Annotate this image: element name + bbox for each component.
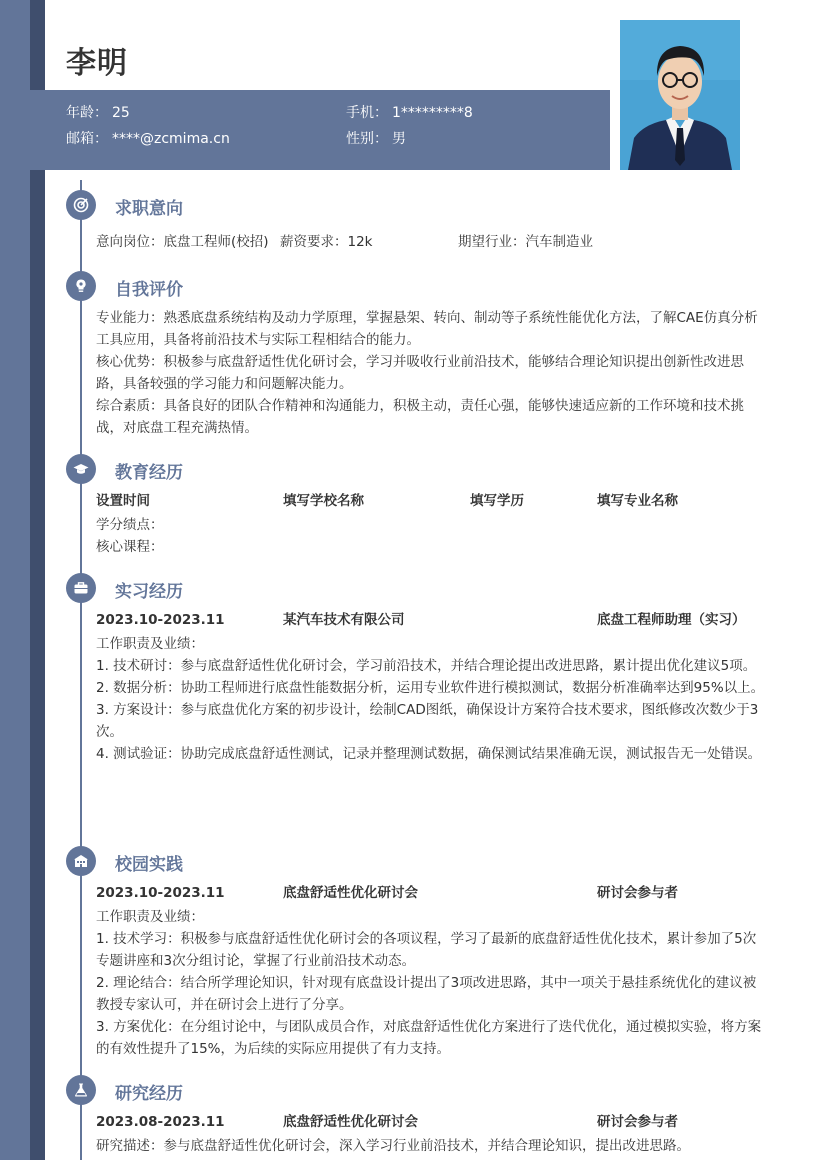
section-title: 研究经历 (115, 1084, 183, 1104)
age-field (66, 102, 130, 122)
intern-duty-label: 工作职责及业绩： (96, 636, 204, 652)
phone-field (346, 102, 473, 122)
intern-item: 2. 数据分析：协助工程师进行底盘性能数据分析，运用专业软件进行模拟测试，数据分析准确率达到95%以上。 (96, 680, 765, 696)
briefcase-icon (66, 573, 96, 603)
intern-period: 2023.10-2023.11 (96, 612, 225, 628)
email-label: 邮箱： (66, 131, 108, 147)
edu-major: 填写专业名称 (597, 493, 678, 509)
graduation-cap-icon (66, 454, 96, 484)
campus-period: 2023.10-2023.11 (96, 885, 225, 901)
campus-item: 2. 理论结合：结合所学理论知识，针对现有底盘设计提出了3项改进思路，其中一项关于悬挂系统优化的建议被教授专家认可，并在研讨会上进行了分享。 (96, 975, 757, 1013)
research-role: 研讨会参与者 (597, 1114, 678, 1130)
phone-value: 1*********8 (392, 105, 473, 121)
intent-position: 意向岗位：底盘工程师(校招) (96, 234, 269, 250)
section-title: 自我评价 (115, 280, 183, 300)
section-title: 教育经历 (115, 463, 183, 483)
self-eval-paragraph: 专业能力：熟悉底盘系统结构及动力学原理，掌握悬架、转向、制动等子系统性能优化方法，了解CAE仿真分析工具应用，具备将前沿技术与实际工程相结合的能力。 (96, 310, 758, 348)
intent-industry: 期望行业：汽车制造业 (458, 234, 593, 250)
section-title: 求职意向 (115, 199, 183, 219)
timeline-line (80, 180, 82, 1160)
phone-label: 手机： (346, 105, 388, 121)
flask-icon (66, 1075, 96, 1105)
job-intent-row (96, 231, 766, 253)
section-title: 校园实践 (115, 855, 183, 875)
research-row (96, 1111, 766, 1133)
target-icon (66, 190, 96, 220)
left-accent-band-inner (30, 0, 45, 1160)
campus-role: 研讨会参与者 (597, 885, 678, 901)
intern-item: 3. 方案设计：参与底盘优化方案的初步设计，绘制CAD图纸，确保设计方案符合技术要求，图纸修改次数少于3次。 (96, 702, 759, 740)
self-eval-paragraph: 综合素质：具备良好的团队合作精神和沟通能力，积极主动，责任心强，能够快速适应新的工作环境和技术挑战，对底盘工程充满热情。 (96, 398, 744, 436)
edu-time: 设置时间 (96, 493, 150, 509)
research-details (96, 1135, 766, 1157)
age-label: 年龄： (66, 105, 108, 121)
campus-org: 底盘舒适性优化研讨会 (283, 885, 418, 901)
lightbulb-icon (66, 271, 96, 301)
intern-role: 底盘工程师助理（实习） (597, 612, 746, 628)
campus-details (96, 906, 766, 1060)
campus-item: 1. 技术学习：积极参与底盘舒适性优化研讨会的各项议程，学习了最新的底盘舒适性优化技术，累计参加了5次专题讲座和3次分组讨论，掌握了行业前沿技术动态。 (96, 931, 757, 969)
research-org: 底盘舒适性优化研讨会 (283, 1114, 418, 1130)
edu-degree: 填写学历 (470, 493, 524, 509)
email-field (66, 128, 230, 148)
section-title: 实习经历 (115, 582, 183, 602)
internship-details (96, 633, 766, 765)
campus-item: 3. 方案优化：在分组讨论中，与团队成员合作，对底盘舒适性优化方案进行了迭代优化，通过模拟实验，将方案的有效性提升了15%，为后续的实际应用提供了有力支持。 (96, 1019, 762, 1057)
education-row (96, 490, 766, 512)
intern-company: 某汽车技术有限公司 (283, 612, 405, 628)
intent-salary: 薪资要求：12k (280, 234, 373, 250)
edu-courses: 核心课程： (96, 539, 164, 555)
profile-photo (620, 20, 740, 170)
age-value: 25 (112, 105, 130, 121)
research-desc: 研究描述：参与底盘舒适性优化研讨会，深入学习行业前沿技术，并结合理论知识，提出改进思路。 (96, 1138, 690, 1154)
intern-item: 1. 技术研讨：参与底盘舒适性优化研讨会，学习前沿技术，并结合理论提出改进思路，累计提出优化建议5项。 (96, 658, 757, 674)
building-icon (66, 846, 96, 876)
personal-info-bar (30, 90, 610, 170)
edu-school: 填写学校名称 (283, 493, 364, 509)
education-details (96, 514, 766, 558)
gender-label: 性别： (346, 131, 388, 147)
gender-field (346, 128, 406, 148)
email-value: ****@zcmima.cn (112, 131, 230, 147)
intern-item: 4. 测试验证：协助完成底盘舒适性测试，记录并整理测试数据，确保测试结果准确无误，测试报告无一处错误。 (96, 746, 762, 762)
candidate-name: 李明 (66, 46, 128, 81)
left-accent-band (0, 0, 30, 1160)
gender-value: 男 (392, 131, 406, 147)
campus-duty-label: 工作职责及业绩： (96, 909, 204, 925)
internship-row (96, 609, 766, 631)
self-eval-paragraph: 核心优势：积极参与底盘舒适性优化研讨会，学习并吸收行业前沿技术，能够结合理论知识提出创新性改进思路，具备较强的学习能力和问题解决能力。 (96, 354, 744, 392)
research-period: 2023.08-2023.11 (96, 1114, 225, 1130)
edu-gpa: 学分绩点： (96, 517, 164, 533)
campus-row (96, 882, 766, 904)
self-eval-text (96, 307, 766, 439)
